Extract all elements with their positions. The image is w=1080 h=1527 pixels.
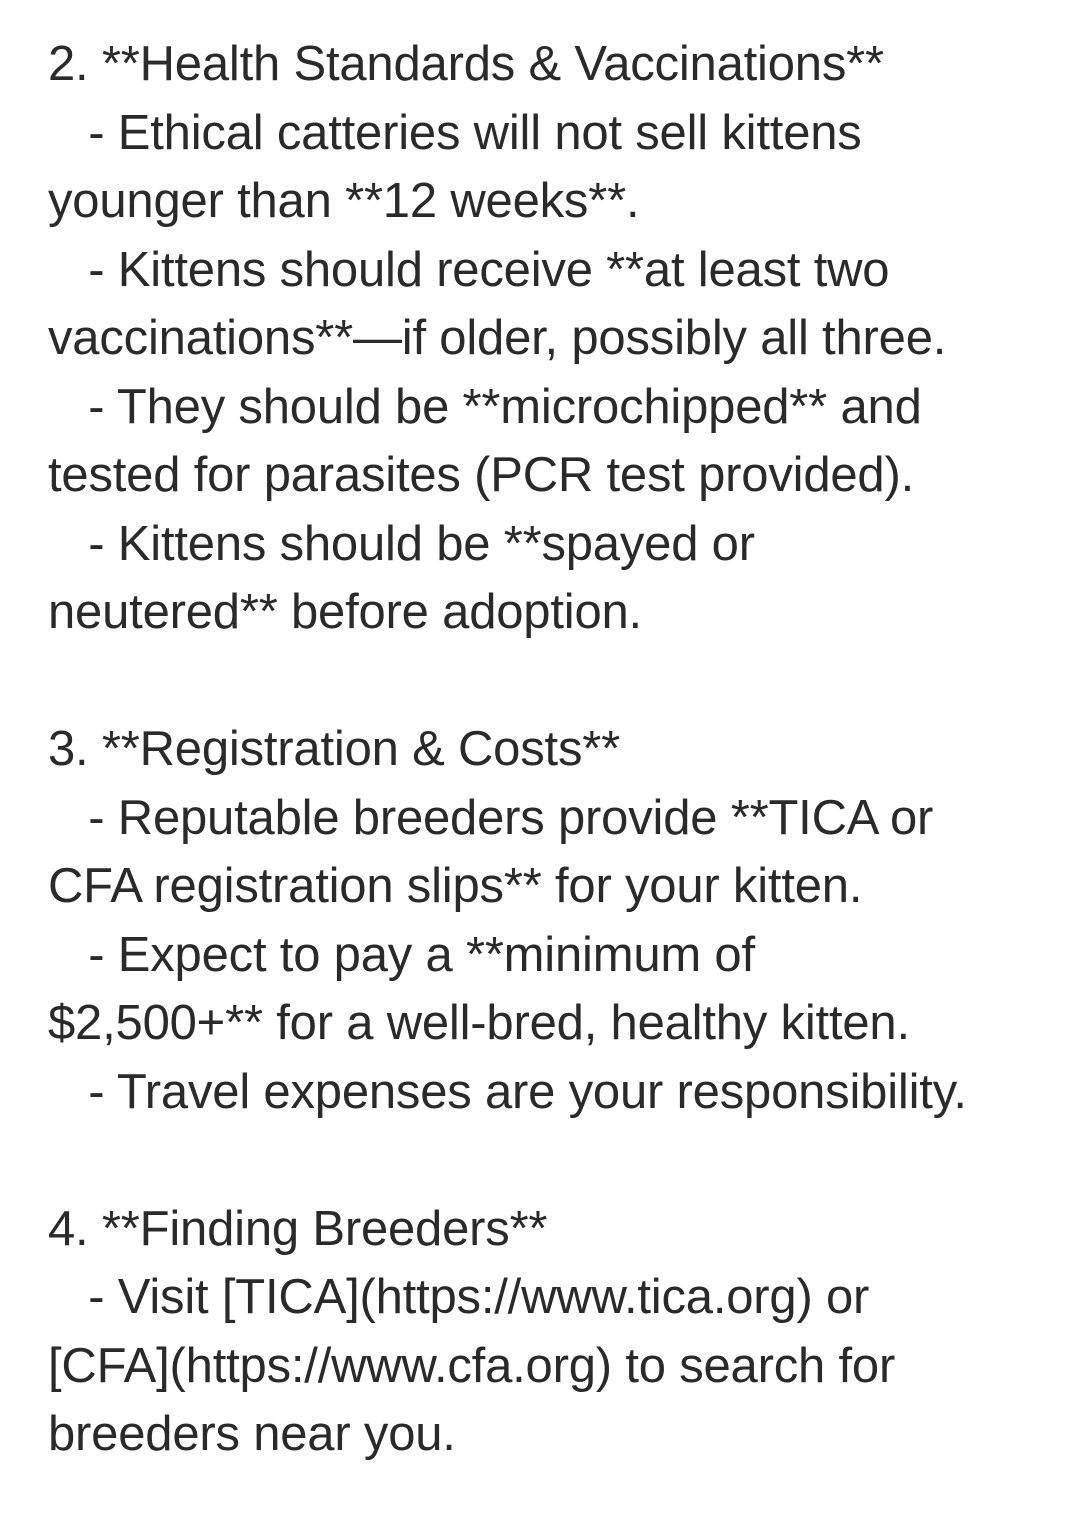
- text-line: younger than **12 weeks**.: [48, 174, 640, 228]
- section-finding-breeders: [48, 1195, 1060, 1469]
- text-line: CFA registration slips** for your kitten.: [48, 859, 863, 913]
- text-line: - Ethical catteries will not sell kittens: [48, 105, 862, 160]
- heading-registration-costs: 3. **Registration & Costs**: [48, 722, 620, 776]
- text-line: - Kittens should receive **at least two: [48, 242, 890, 297]
- text-line: [CFA](https://www.cfa.org) to search for: [48, 1338, 896, 1393]
- section-health-standards: [48, 30, 1060, 647]
- paragraph-gap: [48, 1126, 1060, 1195]
- text-line: - Travel expenses are your responsibility.: [48, 1064, 967, 1119]
- text-line: - Expect to pay a **minimum of: [48, 927, 755, 982]
- text-line: - Kittens should be **spayed or: [48, 516, 755, 571]
- heading-health-standards: 2. **Health Standards & Vaccinations**: [48, 37, 884, 91]
- text-line: - Reputable breeders provide **TICA or: [48, 790, 934, 845]
- text-line: tested for parasites (PCR test provided).: [48, 448, 915, 502]
- section-registration-costs: [48, 715, 1060, 1126]
- text-line: - They should be **microchipped** and: [48, 379, 922, 434]
- paragraph-gap: [48, 647, 1060, 716]
- text-line: neutered** before adoption.: [48, 585, 642, 639]
- text-line: breeders near you.: [48, 1407, 456, 1461]
- heading-finding-breeders: 4. **Finding Breeders**: [48, 1201, 548, 1256]
- text-line: $2,500+** for a well-bred, healthy kitten.: [48, 996, 910, 1050]
- text-line: - Visit [TICA](https://www.tica.org) or: [48, 1270, 870, 1324]
- text-line: vaccinations**—if older, possibly all three.: [48, 311, 947, 365]
